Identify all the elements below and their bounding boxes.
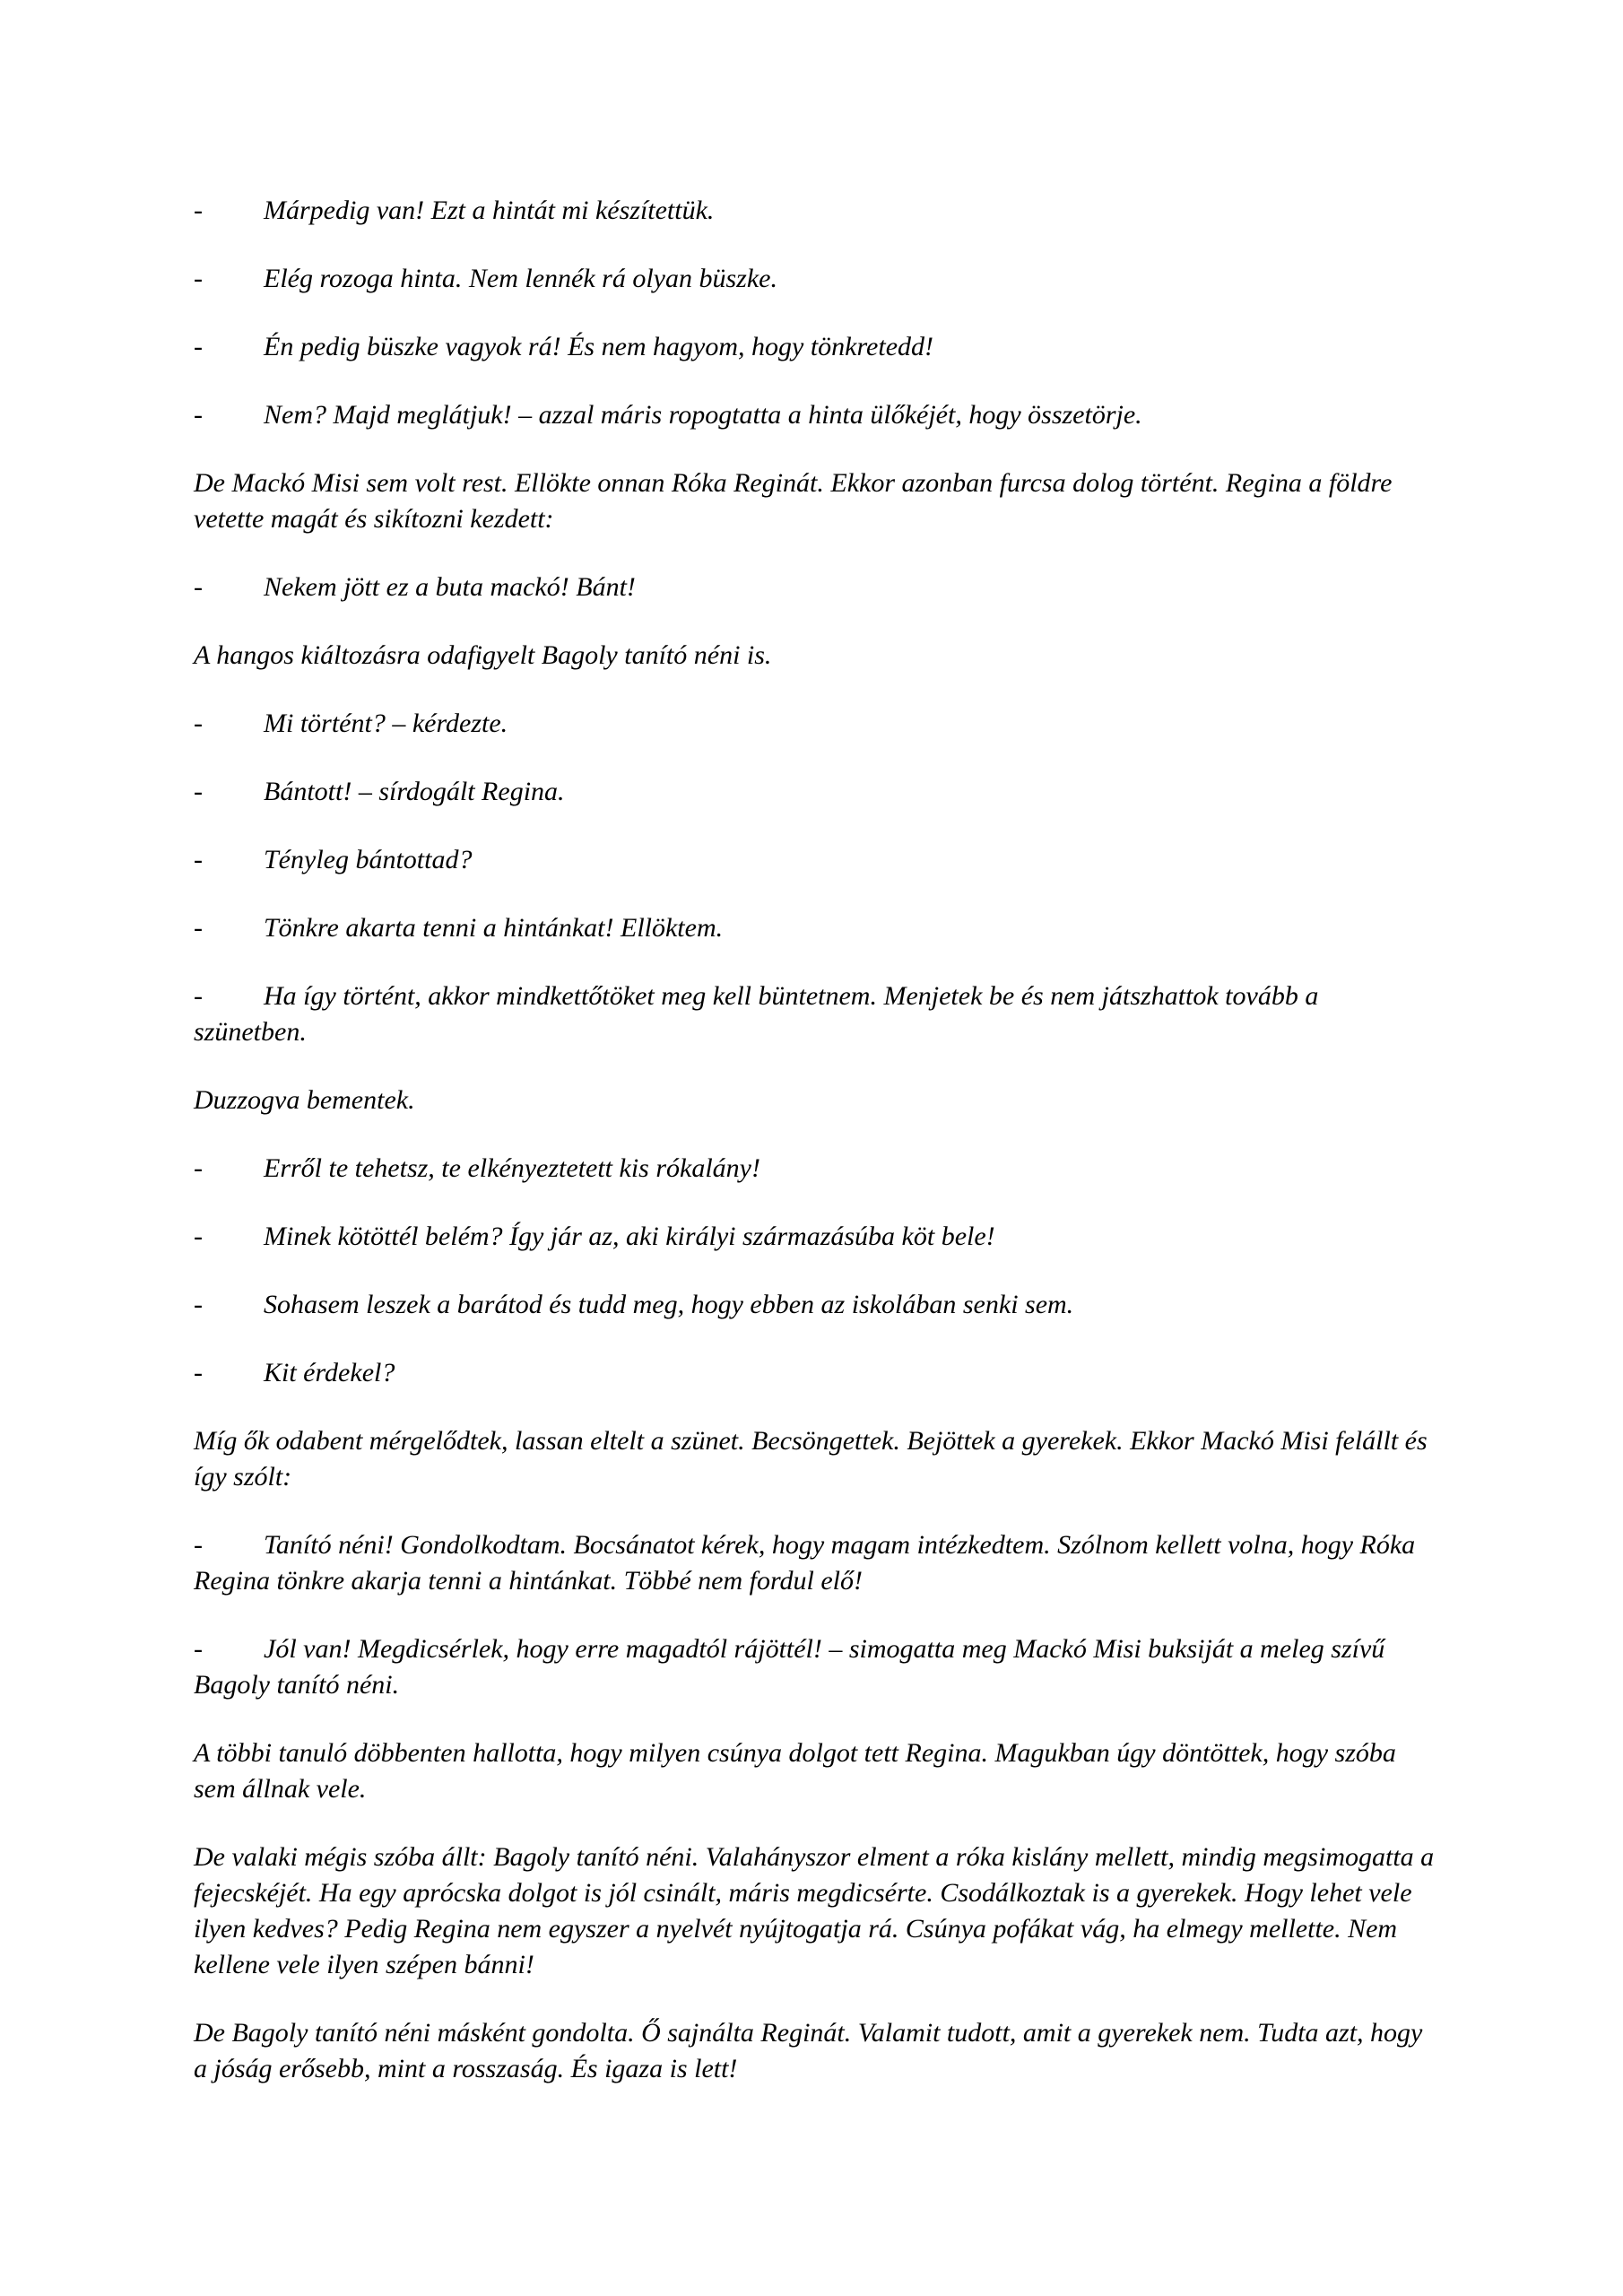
- dialogue-line: [194, 261, 1435, 297]
- dialogue-text: Erről te tehetsz, te elkényeztetett kis rókalány!: [264, 1153, 760, 1183]
- dialogue-line: [194, 193, 1435, 229]
- narration-paragraph: A hangos kiáltozásra odafigyelt Bagoly tanító néni is.: [194, 640, 772, 670]
- narration-paragraph: A többi tanuló döbbenten hallotta, hogy milyen csúnya dolgot tett Regina. Magukban úgy döntöttek, hogy szóba sem állnak vele.: [194, 1738, 1396, 1804]
- dialogue-line: [194, 910, 1435, 946]
- dialogue-dash: -: [194, 1290, 203, 1319]
- dialogue-dash: -: [194, 1222, 203, 1251]
- dialogue-text: Tanító néni! Gondolkodtam. Bocsánatot kérek, hogy magam intézkedtem. Szólnom kellett volna, hogy Róka Regina tönkre akarja tenni a hintánkat. Többé nem fordul elő!: [194, 1530, 1416, 1596]
- dialogue-dash: -: [194, 1634, 203, 1664]
- dialogue-text: Tényleg bántottad?: [264, 845, 473, 874]
- dialogue-dash: -: [194, 709, 203, 738]
- dialogue-line: [194, 1151, 1435, 1187]
- dialogue-dash: -: [194, 913, 203, 943]
- document-page: [194, 193, 1435, 2119]
- dialogue-text: Ha így történt, akkor mindkettőtöket meg kell büntetnem. Menjetek be és nem játszhattok tovább a szünetben.: [194, 981, 1319, 1047]
- dialogue-dash: -: [194, 1153, 203, 1183]
- dialogue-text: Minek kötöttél belém? Így jár az, aki királyi származásúba köt bele!: [264, 1222, 995, 1251]
- dialogue-text: Jól van! Megdicsérlek, hogy erre magadtól rájöttél! – simogatta meg Mackó Misi buksiját a meleg szívű Bagoly tanító néni.: [194, 1634, 1385, 1700]
- dialogue-dash: -: [194, 196, 203, 225]
- dialogue-dash: -: [194, 845, 203, 874]
- dialogue-line: [194, 397, 1435, 433]
- dialogue-dash: -: [194, 1530, 203, 1560]
- narration-paragraph: Duzzogva bementek.: [194, 1085, 415, 1115]
- dialogue-line: [194, 329, 1435, 365]
- narration-paragraph: Míg ők odabent mérgelődtek, lassan eltelt a szünet. Becsöngettek. Bejöttek a gyerekek. Ekkor Mackó Misi felállt és így szólt:: [194, 1426, 1428, 1492]
- dialogue-line: [194, 706, 1435, 742]
- dialogue-paragraph: [194, 1527, 1435, 1599]
- dialogue-dash: -: [194, 332, 203, 361]
- dialogue-paragraph: [194, 1631, 1435, 1703]
- dialogue-dash: -: [194, 981, 203, 1011]
- dialogue-dash: -: [194, 264, 203, 293]
- dialogue-line: [194, 1219, 1435, 1255]
- dialogue-text: Elég rozoga hinta. Nem lennék rá olyan büszke.: [264, 264, 777, 293]
- dialogue-text: Nem? Majd meglátjuk! – azzal máris ropogtatta a hinta ülőkéjét, hogy összetörje.: [264, 400, 1142, 430]
- dialogue-line: [194, 842, 1435, 878]
- narration-paragraph: De Mackó Misi sem volt rest. Ellökte onnan Róka Reginát. Ekkor azonban furcsa dolog történt. Regina a földre vetette magát és sikítozni kezdett:: [194, 468, 1393, 534]
- dialogue-text: Én pedig büszke vagyok rá! És nem hagyom, hogy tönkretedd!: [264, 332, 934, 361]
- dialogue-line: [194, 774, 1435, 810]
- dialogue-dash: -: [194, 1358, 203, 1387]
- dialogue-dash: -: [194, 777, 203, 806]
- dialogue-text: Sohasem leszek a barátod és tudd meg, hogy ebben az iskolában senki sem.: [264, 1290, 1074, 1319]
- dialogue-text: Bántott! – sírdogált Regina.: [264, 777, 565, 806]
- dialogue-text: Nekem jött ez a buta mackó! Bánt!: [264, 572, 636, 602]
- dialogue-text: Tönkre akarta tenni a hintánkat! Ellöktem.: [264, 913, 724, 943]
- dialogue-line: [194, 1287, 1435, 1323]
- dialogue-paragraph: [194, 978, 1435, 1050]
- dialogue-text: Kit érdekel?: [264, 1358, 395, 1387]
- dialogue-text: Márpedig van! Ezt a hintát mi készítettük.: [264, 196, 715, 225]
- dialogue-line: [194, 1355, 1435, 1391]
- dialogue-dash: -: [194, 572, 203, 602]
- narration-paragraph: De Bagoly tanító néni másként gondolta. Ő sajnálta Reginát. Valamit tudott, amit a gyerekek nem. Tudta azt, hogy a jóság erősebb, mint a rosszaság. És igaza is lett!: [194, 2018, 1423, 2083]
- narration-paragraph: De valaki mégis szóba állt: Bagoly tanító néni. Valahányszor elment a róka kislány mellett, mindig megsimogatta a fejecskéjét. Ha egy aprócska dolgot is jól csinált, máris megdicsérte. Csodálkoztak is a gyerekek. Hogy lehet vele ilyen kedves? Pedig Regina nem egyszer a nyelvét nyújtogatja rá. Csúnya pofákat vág, ha elmegy mellette. Nem kellene vele ilyen szépen bánni!: [194, 1842, 1435, 1979]
- dialogue-line: [194, 570, 1435, 605]
- dialogue-text: Mi történt? – kérdezte.: [264, 709, 508, 738]
- dialogue-dash: -: [194, 400, 203, 430]
